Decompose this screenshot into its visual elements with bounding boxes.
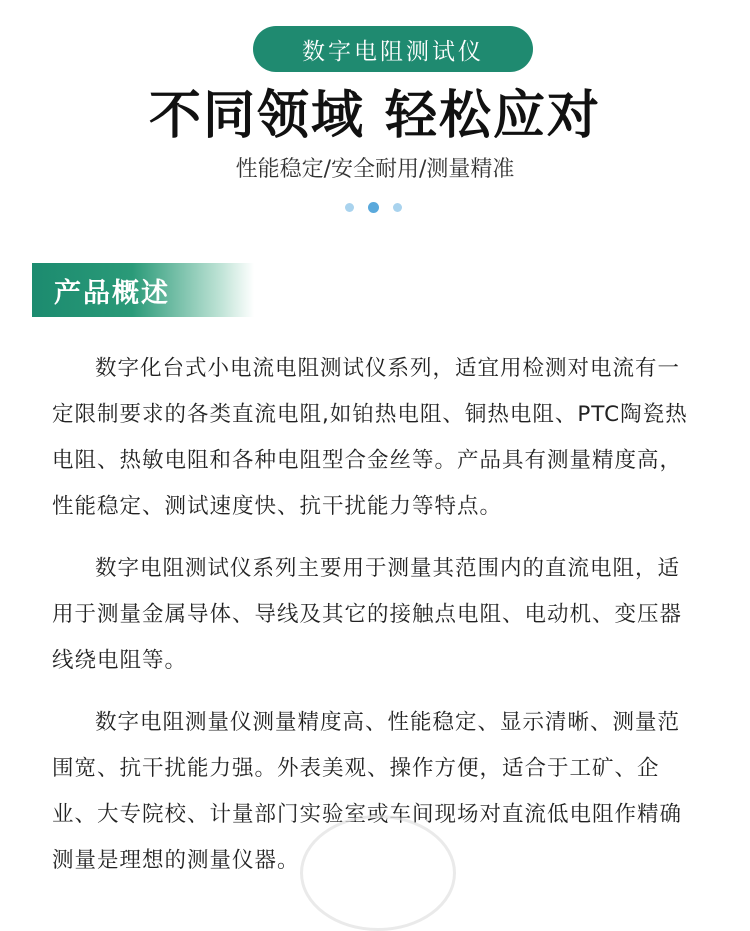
carousel-dots <box>345 203 402 213</box>
carousel-dot-2-active[interactable] <box>368 202 379 213</box>
carousel-dot-3[interactable] <box>393 203 402 212</box>
section-title: 产品概述 <box>54 277 170 309</box>
description-paragraph-1: 数字化台式小电流电阻测试仪系列，适宜用检测对电流有一定限制要求的各类直流电阻,如铂热电阻、铜热电阻、PTC陶瓷热电阻、热敏电阻和各种电阻型合金丝等。产品具有测量精度高，性能稳定、测试速度快、抗干扰能力等特点。 <box>52 356 688 519</box>
product-description <box>52 346 700 900</box>
section-title-tab <box>32 263 254 317</box>
page-tagline: 性能稳定/安全耐用/测量精准 <box>235 157 515 182</box>
product-badge <box>253 26 533 72</box>
carousel-dot-1[interactable] <box>345 203 354 212</box>
product-badge-label: 数字电阻测试仪 <box>302 38 484 65</box>
description-paragraph-2: 数字电阻测试仪系列主要用于测量其范围内的直流电阻，适用于测量金属导体、导线及其它的接触点电阻、电动机、变压器线绕电阻等。 <box>52 556 683 673</box>
page-headline: 不同领域 轻松应对 <box>148 86 602 146</box>
description-paragraph-3: 数字电阻测量仪测量精度高、性能稳定、显示清晰、测量范围宽、抗干扰能力强。外表美观、操作方便，适合于工矿、企业、大专院校、计量部门实验室或车间现场对直流低电阻作精确测量是理想的测量仪器。 <box>52 710 683 873</box>
